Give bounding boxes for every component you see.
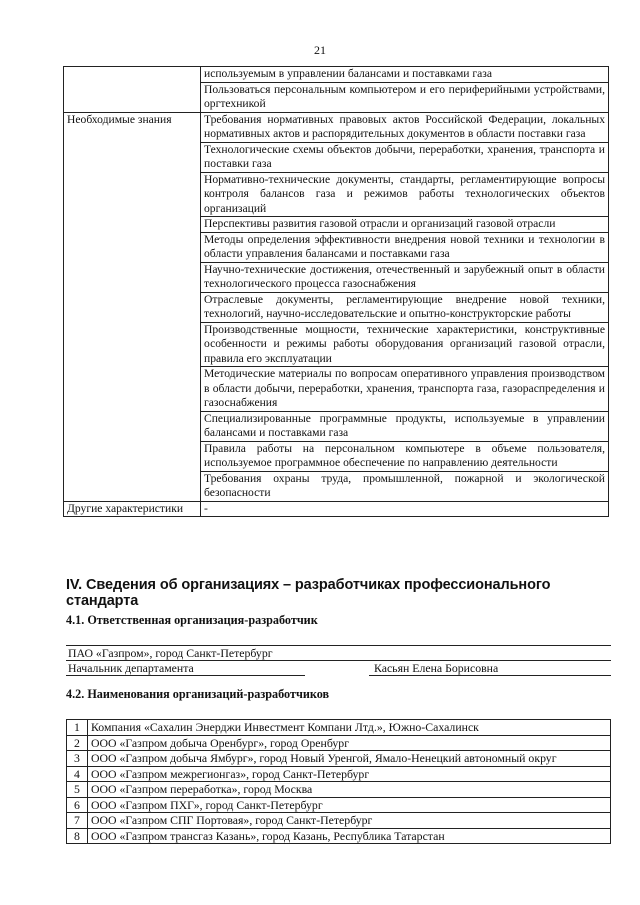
developer-number: 2 (67, 735, 88, 751)
skills-table-row (64, 112, 609, 142)
skills-row-item: Методические материалы по вопросам оперативного управления производством в области добычи, переработки, хранения, транспорта газа, газораспределения и газоснабжения (201, 367, 609, 412)
skills-row-item: Технологические схемы объектов добычи, переработки, хранения, транспорта и поставки газа (201, 142, 609, 172)
responsible-org-heading: 4.1. Ответственная организация-разработчик (66, 613, 318, 627)
developer-name: ООО «Газпром трансгаз Казань», город Казань, Республика Татарстан (88, 828, 611, 844)
developer-name: ООО «Газпром добыча Оренбург», город Оренбург (88, 735, 611, 751)
skills-row-item: Пользоваться персональным компьютером и его периферийными устройствами, оргтехникой (201, 82, 609, 112)
signature-gap (305, 661, 369, 676)
developer-number: 4 (67, 766, 88, 782)
skills-row-item: Методы определения эффективности внедрения новой техники и технологии в области управления балансами и поставками газа (201, 232, 609, 262)
responsible-org-name: ПАО «Газпром», город Санкт-Петербург (66, 646, 611, 661)
responsible-person-row (66, 661, 611, 676)
developers-heading: 4.2. Наименования организаций-разработчиков (66, 687, 330, 701)
developer-number: 1 (67, 720, 88, 736)
developer-row (67, 720, 611, 736)
skills-row-item: Специализированные программные продукты, используемые в управлении балансами и поставками газа (201, 411, 609, 441)
developers-table (66, 719, 611, 844)
developer-name: ООО «Газпром добыча Ямбург», город Новый Уренгой, Ямало-Ненецкий автономный округ (88, 751, 611, 767)
developer-number: 7 (67, 813, 88, 829)
skills-row-item: Перспективы развития газовой отрасли и организаций газовой отрасли (201, 217, 609, 233)
developer-name: ООО «Газпром межрегионгаз», город Санкт-Петербург (88, 766, 611, 782)
section-title: IV. Сведения об организациях – разработчиках профессионального стандарта (66, 577, 551, 609)
developer-name: ООО «Газпром СПГ Портовая», город Санкт-Петербург (88, 813, 611, 829)
responsible-position: Начальник департамента (66, 661, 305, 676)
skills-row-item: Правила работы на персональном компьютере в объеме пользователя, используемое программное обеспечение по направлению деятельности (201, 441, 609, 471)
developer-row (67, 828, 611, 844)
developer-row (67, 782, 611, 798)
developer-row (67, 751, 611, 767)
skills-row-item: Нормативно-технические документы, стандарты, регламентирующие вопросы контроля балансов газа и режимов работы технологических объектов организаций (201, 172, 609, 217)
developer-number: 8 (67, 828, 88, 844)
developer-name: ООО «Газпром ПХГ», город Санкт-Петербург (88, 797, 611, 813)
skills-table (63, 66, 609, 517)
developer-name: Компания «Сахалин Энерджи Инвестмент Компани Лтд.», Южно-Сахалинск (88, 720, 611, 736)
skills-table-row (64, 67, 609, 83)
developer-row (67, 735, 611, 751)
skills-row-label: Необходимые знания (64, 112, 201, 501)
developer-number: 5 (67, 782, 88, 798)
skills-row-item: - (201, 501, 609, 517)
responsible-org-row (66, 646, 611, 661)
responsible-person: Касьян Елена Борисовна (369, 661, 611, 676)
skills-row-label (64, 67, 201, 113)
developer-name: ООО «Газпром переработка», город Москва (88, 782, 611, 798)
skills-row-label: Другие характеристики (64, 501, 201, 517)
skills-table-row (64, 501, 609, 517)
skills-row-item: Научно-технические достижения, отечественный и зарубежный опыт в области технологического процесса газоснабжения (201, 262, 609, 292)
skills-row-item: используемым в управлении балансами и поставками газа (201, 67, 609, 83)
responsible-org-table (66, 645, 611, 676)
skills-row-item: Требования охраны труда, промышленной, пожарной и экологической безопасности (201, 471, 609, 501)
skills-row-item: Производственные мощности, технические характеристики, конструктивные особенности и режимы работы оборудования организаций газовой отрасли, правила его эксплуатации (201, 322, 609, 367)
developer-number: 3 (67, 751, 88, 767)
developer-number: 6 (67, 797, 88, 813)
developer-row (67, 797, 611, 813)
skills-row-item: Отраслевые документы, регламентирующие внедрение новой техники, технологий, научно-исследовательские и опытно-конструкторские работы (201, 292, 609, 322)
developer-row (67, 813, 611, 829)
skills-row-item: Требования нормативных правовых актов Российской Федерации, локальных нормативных актов и распорядительных документов в области поставки газа (201, 112, 609, 142)
developer-row (67, 766, 611, 782)
page-number: 21 (314, 43, 326, 57)
